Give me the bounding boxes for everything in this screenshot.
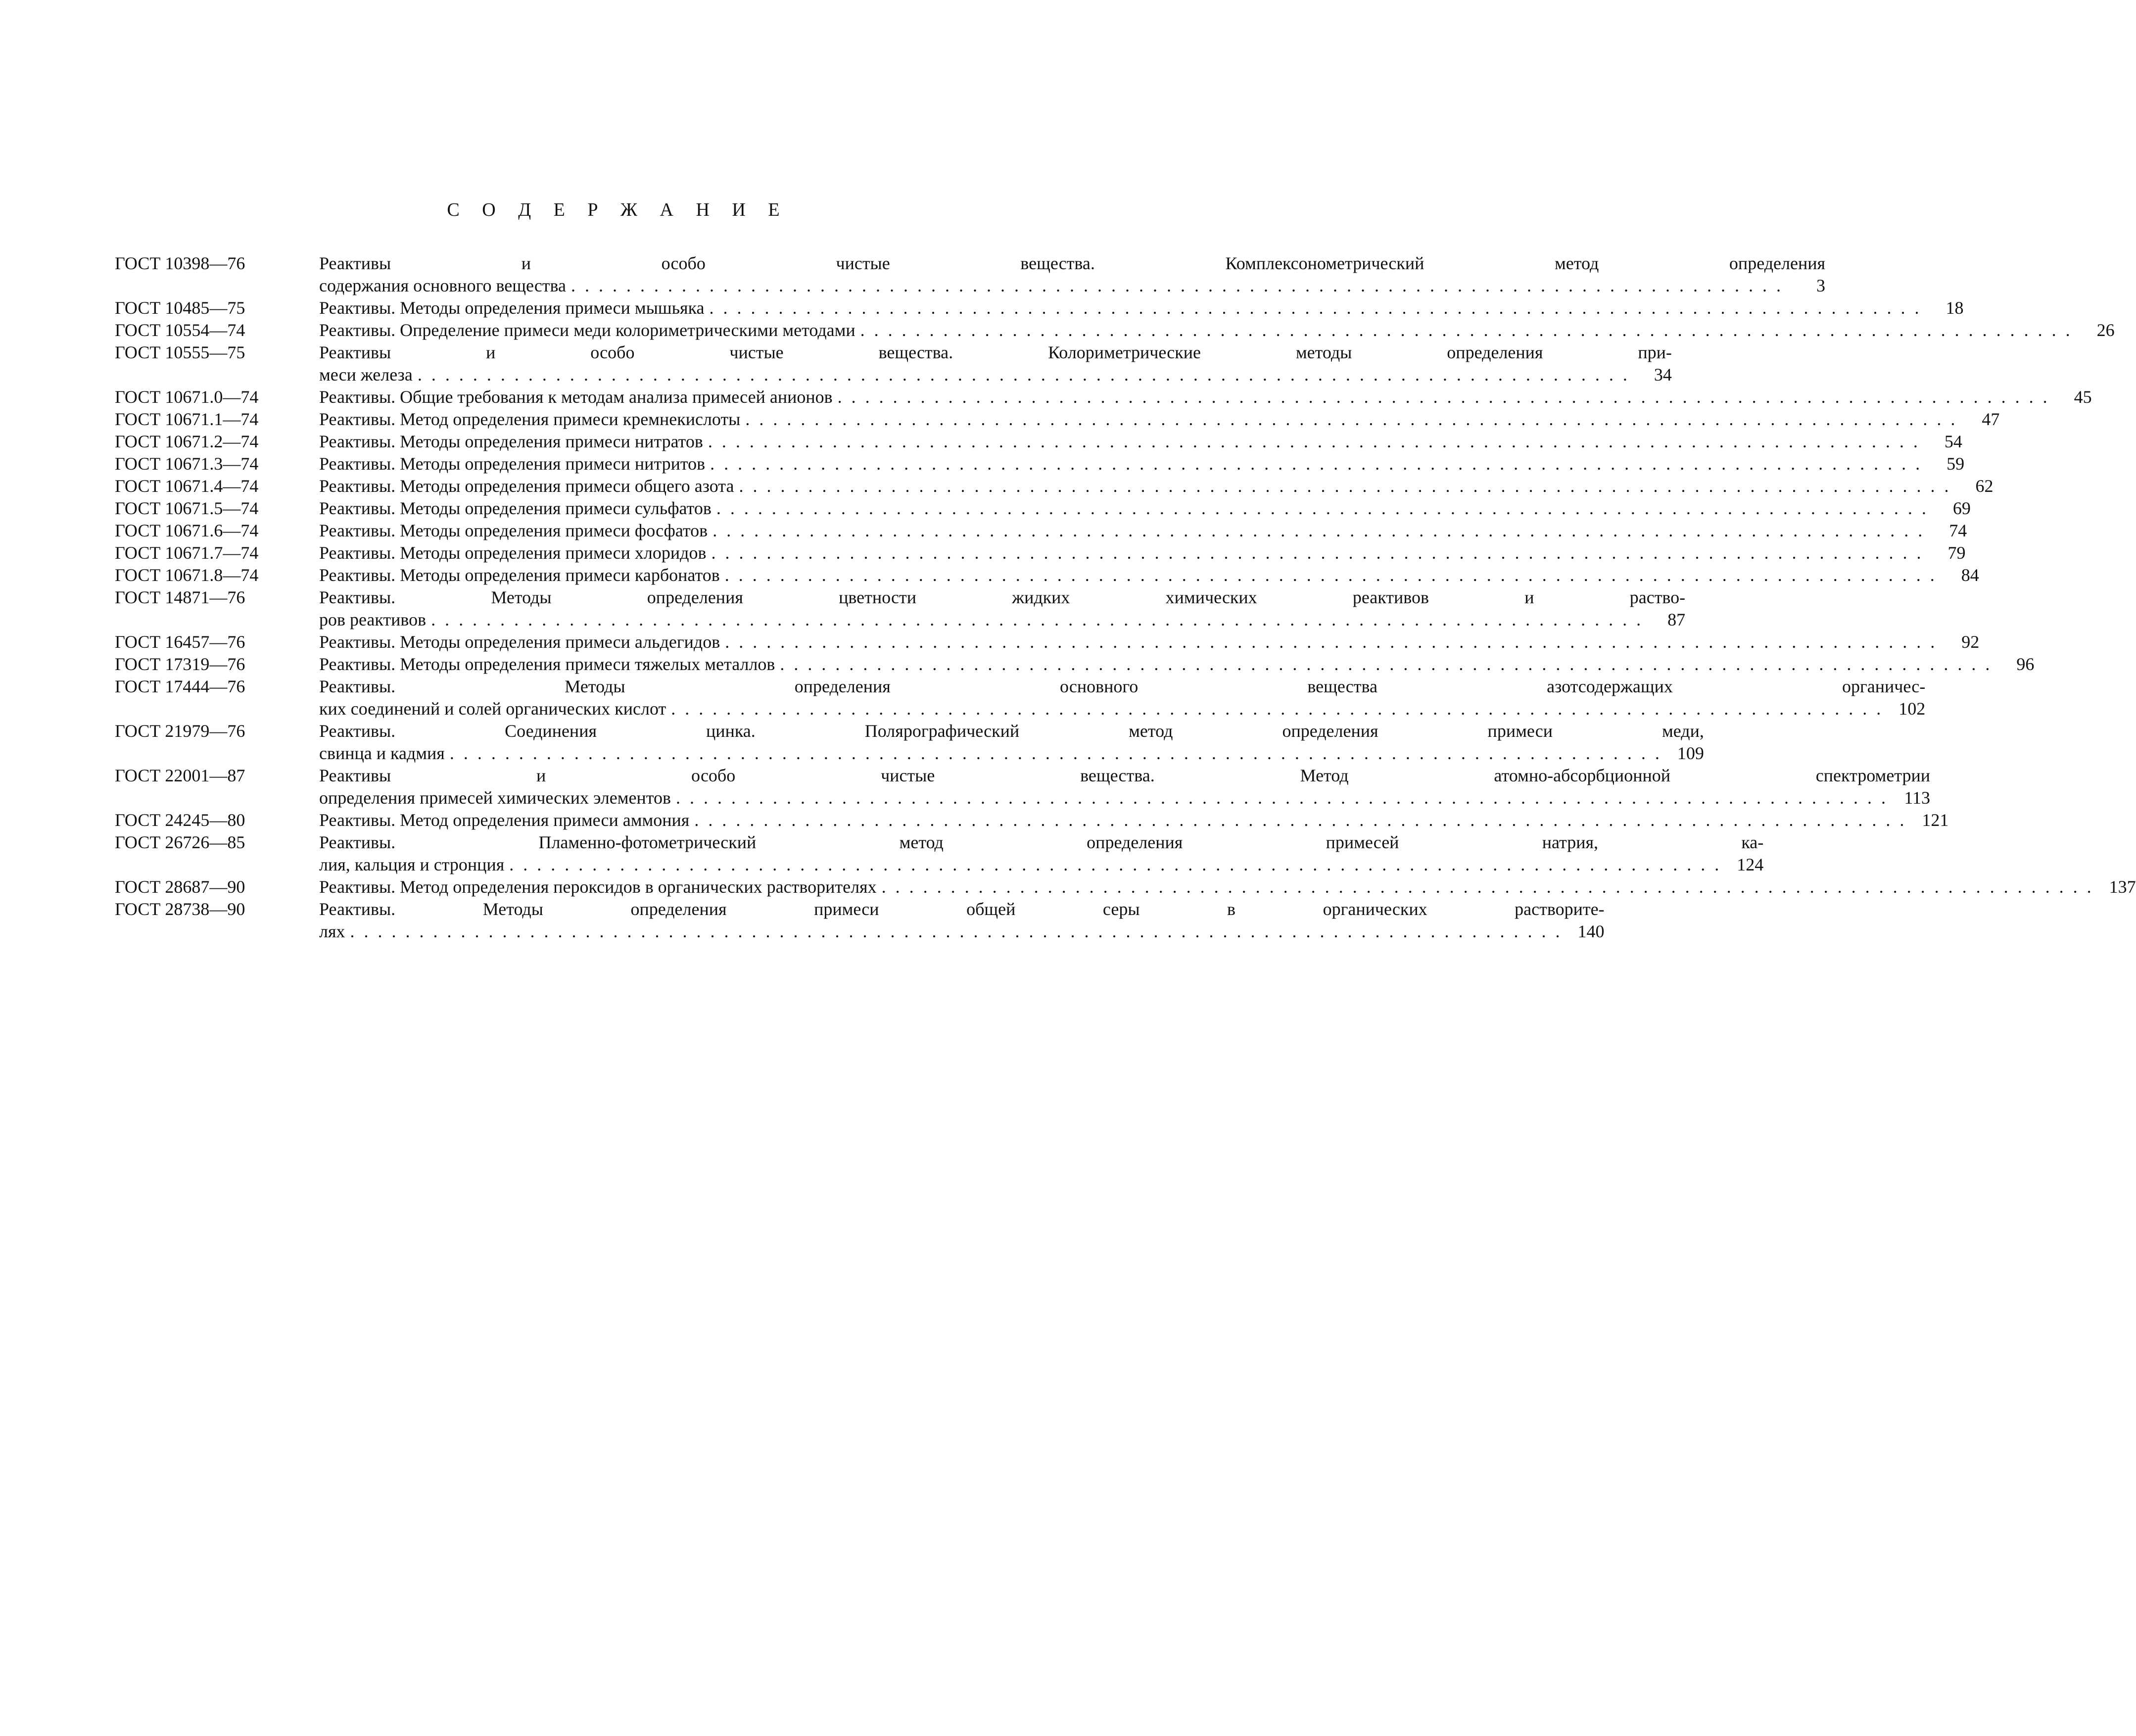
entry-final-line — [319, 809, 1948, 831]
page-number: 124 — [1737, 855, 1764, 874]
standard-code: ГОСТ 10554—74 — [115, 320, 245, 340]
toc-entry[interactable] — [115, 408, 2000, 431]
standard-code: ГОСТ 16457—76 — [115, 632, 245, 652]
dot-leader — [739, 475, 1948, 497]
page-number: 92 — [1961, 632, 1980, 652]
page-number: 137 — [2109, 877, 2136, 897]
toc-entry[interactable] — [115, 831, 1764, 876]
entry-title-line: Реактивы. Общие требования к методам анализа примесей анионов — [319, 387, 833, 407]
toc-entry[interactable] — [115, 453, 1965, 475]
entry-description — [319, 520, 1967, 542]
entry-title-line: свинца и кадмия — [319, 743, 445, 763]
page-number: 34 — [1654, 365, 1672, 385]
dot-leader — [838, 386, 2047, 408]
entry-description — [319, 497, 1971, 520]
standard-code: ГОСТ 22001—87 — [115, 766, 245, 785]
entry-title-line: меси железа — [319, 365, 413, 385]
standard-code: ГОСТ 10671.7—74 — [115, 543, 259, 563]
entry-description — [319, 475, 1993, 497]
entry-description — [319, 252, 1825, 297]
entry-title-line: Реактивы. Методы определения примеси карбонатов — [319, 565, 720, 585]
dot-leader — [350, 920, 1560, 943]
dot-leader — [745, 408, 1955, 431]
page-number: 59 — [1946, 454, 1965, 474]
page-title: С О Д Е Р Ж А Н И Е — [447, 199, 789, 220]
entry-final-line — [319, 876, 2136, 898]
entry-description — [319, 653, 2034, 675]
toc-entry[interactable] — [115, 297, 1964, 319]
toc-entry[interactable] — [115, 252, 1826, 297]
standard-code: ГОСТ 10671.5—74 — [115, 498, 259, 518]
standard-code: ГОСТ 21979—76 — [115, 721, 245, 741]
standard-code: ГОСТ 28738—90 — [115, 899, 245, 919]
entry-title-line: Реактивы. Методы определения примеси нитритов — [319, 454, 706, 474]
entry-final-line — [319, 497, 1971, 520]
page-number: 45 — [2074, 387, 2092, 407]
page-number: 87 — [1667, 610, 1686, 629]
entry-final-line — [319, 408, 1999, 431]
entry-description — [319, 675, 1925, 720]
entry-final-line — [319, 631, 1979, 653]
entry-description — [319, 898, 1605, 943]
entry-description — [319, 564, 1979, 586]
entry-title-line: Реактивы. Методы определения примеси фосфатов — [319, 521, 708, 540]
page-number: 84 — [1961, 565, 1979, 585]
entry-title-line: Реактивы. Методы определения цветности жидких химических реактивов и раство- — [319, 587, 1686, 607]
standard-code: ГОСТ 10555—75 — [115, 342, 245, 362]
entry-final-line — [319, 431, 1962, 453]
entry-title-line: Реактивы. Метод определения примеси кремнекислоты — [319, 409, 741, 429]
dot-leader — [725, 631, 1935, 653]
entry-title-line: лия, кальция и стронция — [319, 855, 505, 874]
dot-leader — [671, 698, 1881, 720]
entry-title-line: Реактивы. Методы определения основного вещества азотсодержащих органичес- — [319, 676, 1926, 696]
page-number: 47 — [1982, 409, 2000, 429]
dot-leader — [711, 542, 1921, 564]
entry-title-line: Реактивы. Соединения цинка. Полярографический метод определения примеси меди, — [319, 721, 1704, 741]
toc-entry[interactable] — [115, 475, 1994, 497]
entry-description — [319, 453, 1964, 475]
entry-final-line — [319, 386, 2092, 408]
toc-entry[interactable] — [115, 542, 1966, 564]
entry-description — [319, 386, 2092, 408]
entry-description — [319, 831, 1763, 876]
dot-leader — [710, 453, 1920, 475]
page-number: 140 — [1577, 921, 1605, 941]
dot-leader — [710, 297, 1919, 319]
standard-code: ГОСТ 10671.6—74 — [115, 521, 259, 540]
toc-entry[interactable] — [115, 497, 1971, 520]
entry-description — [319, 631, 1979, 653]
entry-final-line — [319, 520, 1967, 542]
entry-title-line: ров реактивов — [319, 610, 427, 629]
entry-final-line — [319, 564, 1979, 586]
entry-description — [319, 341, 1672, 386]
toc-entry[interactable] — [115, 319, 2115, 341]
entry-final-line — [319, 920, 1605, 943]
page-number: 121 — [1922, 810, 1949, 830]
page-number: 74 — [1949, 521, 1967, 540]
page-number: 54 — [1944, 432, 1962, 451]
dot-leader — [780, 653, 1990, 675]
dot-leader — [860, 319, 2070, 341]
standard-code: ГОСТ 10671.8—74 — [115, 565, 259, 585]
toc-entry[interactable] — [115, 386, 2092, 408]
table-of-contents — [115, 252, 2136, 943]
standard-code: ГОСТ 10671.4—74 — [115, 476, 259, 496]
standard-code: ГОСТ 10671.2—74 — [115, 432, 259, 451]
entry-description — [319, 297, 1964, 319]
page-number: 18 — [1946, 298, 1964, 318]
entry-description — [319, 431, 1962, 453]
page-number: 3 — [1816, 276, 1826, 295]
standard-code: ГОСТ 10485—75 — [115, 298, 245, 318]
page-number: 26 — [2096, 320, 2115, 340]
dot-leader — [509, 854, 1719, 876]
standard-code: ГОСТ 17319—76 — [115, 654, 245, 674]
dot-leader — [694, 809, 1904, 831]
standard-code: ГОСТ 24245—80 — [115, 810, 245, 830]
entry-final-line — [319, 787, 1930, 809]
standard-code: ГОСТ 10671.1—74 — [115, 409, 259, 429]
page-number: 96 — [2016, 654, 2035, 674]
entry-title-line: лях — [319, 921, 345, 941]
entry-description — [319, 542, 1965, 564]
entry-description — [319, 809, 1948, 831]
page-number: 62 — [1975, 476, 1994, 496]
page-number: 109 — [1677, 743, 1704, 763]
page-number: 69 — [1952, 498, 1971, 518]
entry-final-line — [319, 275, 1825, 297]
entry-title-line: ких соединений и солей органических кислот — [319, 699, 666, 719]
toc-entry[interactable] — [115, 631, 1980, 653]
dot-leader — [450, 742, 1660, 765]
standard-code: ГОСТ 26726—85 — [115, 832, 245, 852]
entry-final-line — [319, 609, 1685, 631]
dot-leader — [882, 876, 2091, 898]
standard-code: ГОСТ 28687—90 — [115, 877, 245, 897]
entry-title-line: Реактивы и особо чистые вещества. Комплексонометрический метод определения — [319, 253, 1826, 273]
standard-code: ГОСТ 17444—76 — [115, 676, 245, 696]
entry-description — [319, 720, 1704, 765]
entry-title-line: Реактивы. Определение примеси меди колориметрическими методами — [319, 320, 855, 340]
toc-entry[interactable] — [115, 765, 1930, 809]
toc-entry[interactable] — [115, 675, 1926, 720]
entry-title-line: Реактивы. Методы определения примеси нитратов — [319, 432, 703, 451]
toc-entry[interactable] — [115, 898, 1605, 943]
entry-final-line — [319, 653, 2034, 675]
standard-code: ГОСТ 10398—76 — [115, 253, 245, 273]
entry-final-line — [319, 742, 1704, 765]
page-number: 102 — [1899, 699, 1926, 719]
entry-final-line — [319, 542, 1965, 564]
entry-title-line: Реактивы. Методы определения примеси тяжелых металлов — [319, 654, 775, 674]
entry-title-line: Реактивы. Метод определения примеси аммония — [319, 810, 690, 830]
dot-leader — [431, 609, 1641, 631]
entry-final-line — [319, 453, 1964, 475]
toc-entry[interactable] — [115, 520, 1967, 542]
entry-description — [319, 319, 2115, 341]
dot-leader — [676, 787, 1886, 809]
page-number: 113 — [1904, 788, 1930, 808]
entry-title-line: Реактивы. Методы определения примеси хлоридов — [319, 543, 707, 563]
entry-title-line: Реактивы. Методы определения примеси общего азота — [319, 476, 734, 496]
page-number: 79 — [1947, 543, 1966, 563]
toc-entry[interactable] — [115, 341, 1672, 386]
entry-final-line — [319, 854, 1763, 876]
entry-final-line — [319, 698, 1925, 720]
dot-leader — [708, 431, 1918, 453]
entry-title-line: содержания основного вещества — [319, 276, 567, 295]
standard-code: ГОСТ 14871—76 — [115, 587, 245, 607]
toc-entry[interactable] — [115, 876, 2136, 898]
entry-description — [319, 876, 2136, 898]
entry-title-line: определения примесей химических элементов — [319, 788, 671, 808]
entry-title-line: Реактивы. Метод определения пероксидов в органических растворителях — [319, 877, 877, 897]
entry-description — [319, 408, 1999, 431]
entry-title-line: Реактивы и особо чистые вещества. Колориметрические методы определения при- — [319, 342, 1672, 362]
toc-entry[interactable] — [115, 720, 1704, 765]
entry-final-line — [319, 297, 1964, 319]
dot-leader — [418, 364, 1627, 386]
entry-title-line: Реактивы. Методы определения примеси альдегидов — [319, 632, 720, 652]
entry-title-line: Реактивы. Методы определения примеси мышьяка — [319, 298, 705, 318]
entry-title-line: Реактивы. Методы определения примеси общей серы в органических растворите- — [319, 899, 1605, 919]
entry-title-line: Реактивы. Методы определения примеси сульфатов — [319, 498, 712, 518]
entry-final-line — [319, 475, 1993, 497]
toc-entry[interactable] — [115, 564, 1979, 586]
entry-title-line: Реактивы. Пламенно-фотометрический метод определения примесей натрия, ка- — [319, 832, 1764, 852]
entry-description — [319, 586, 1685, 631]
toc-entry[interactable] — [115, 809, 1949, 831]
dot-leader — [712, 520, 1922, 542]
toc-entry[interactable] — [115, 431, 1962, 453]
standard-code: ГОСТ 10671.0—74 — [115, 387, 259, 407]
dot-leader — [571, 275, 1781, 297]
dot-leader — [725, 564, 1935, 586]
dot-leader — [716, 497, 1926, 520]
entry-description — [319, 765, 1930, 809]
toc-entry[interactable] — [115, 586, 1686, 631]
entry-final-line — [319, 319, 2115, 341]
entry-final-line — [319, 364, 1672, 386]
standard-code: ГОСТ 10671.3—74 — [115, 454, 259, 474]
toc-entry[interactable] — [115, 653, 2035, 675]
entry-title-line: Реактивы и особо чистые вещества. Метод атомно-абсорбционной спектрометрии — [319, 766, 1930, 785]
